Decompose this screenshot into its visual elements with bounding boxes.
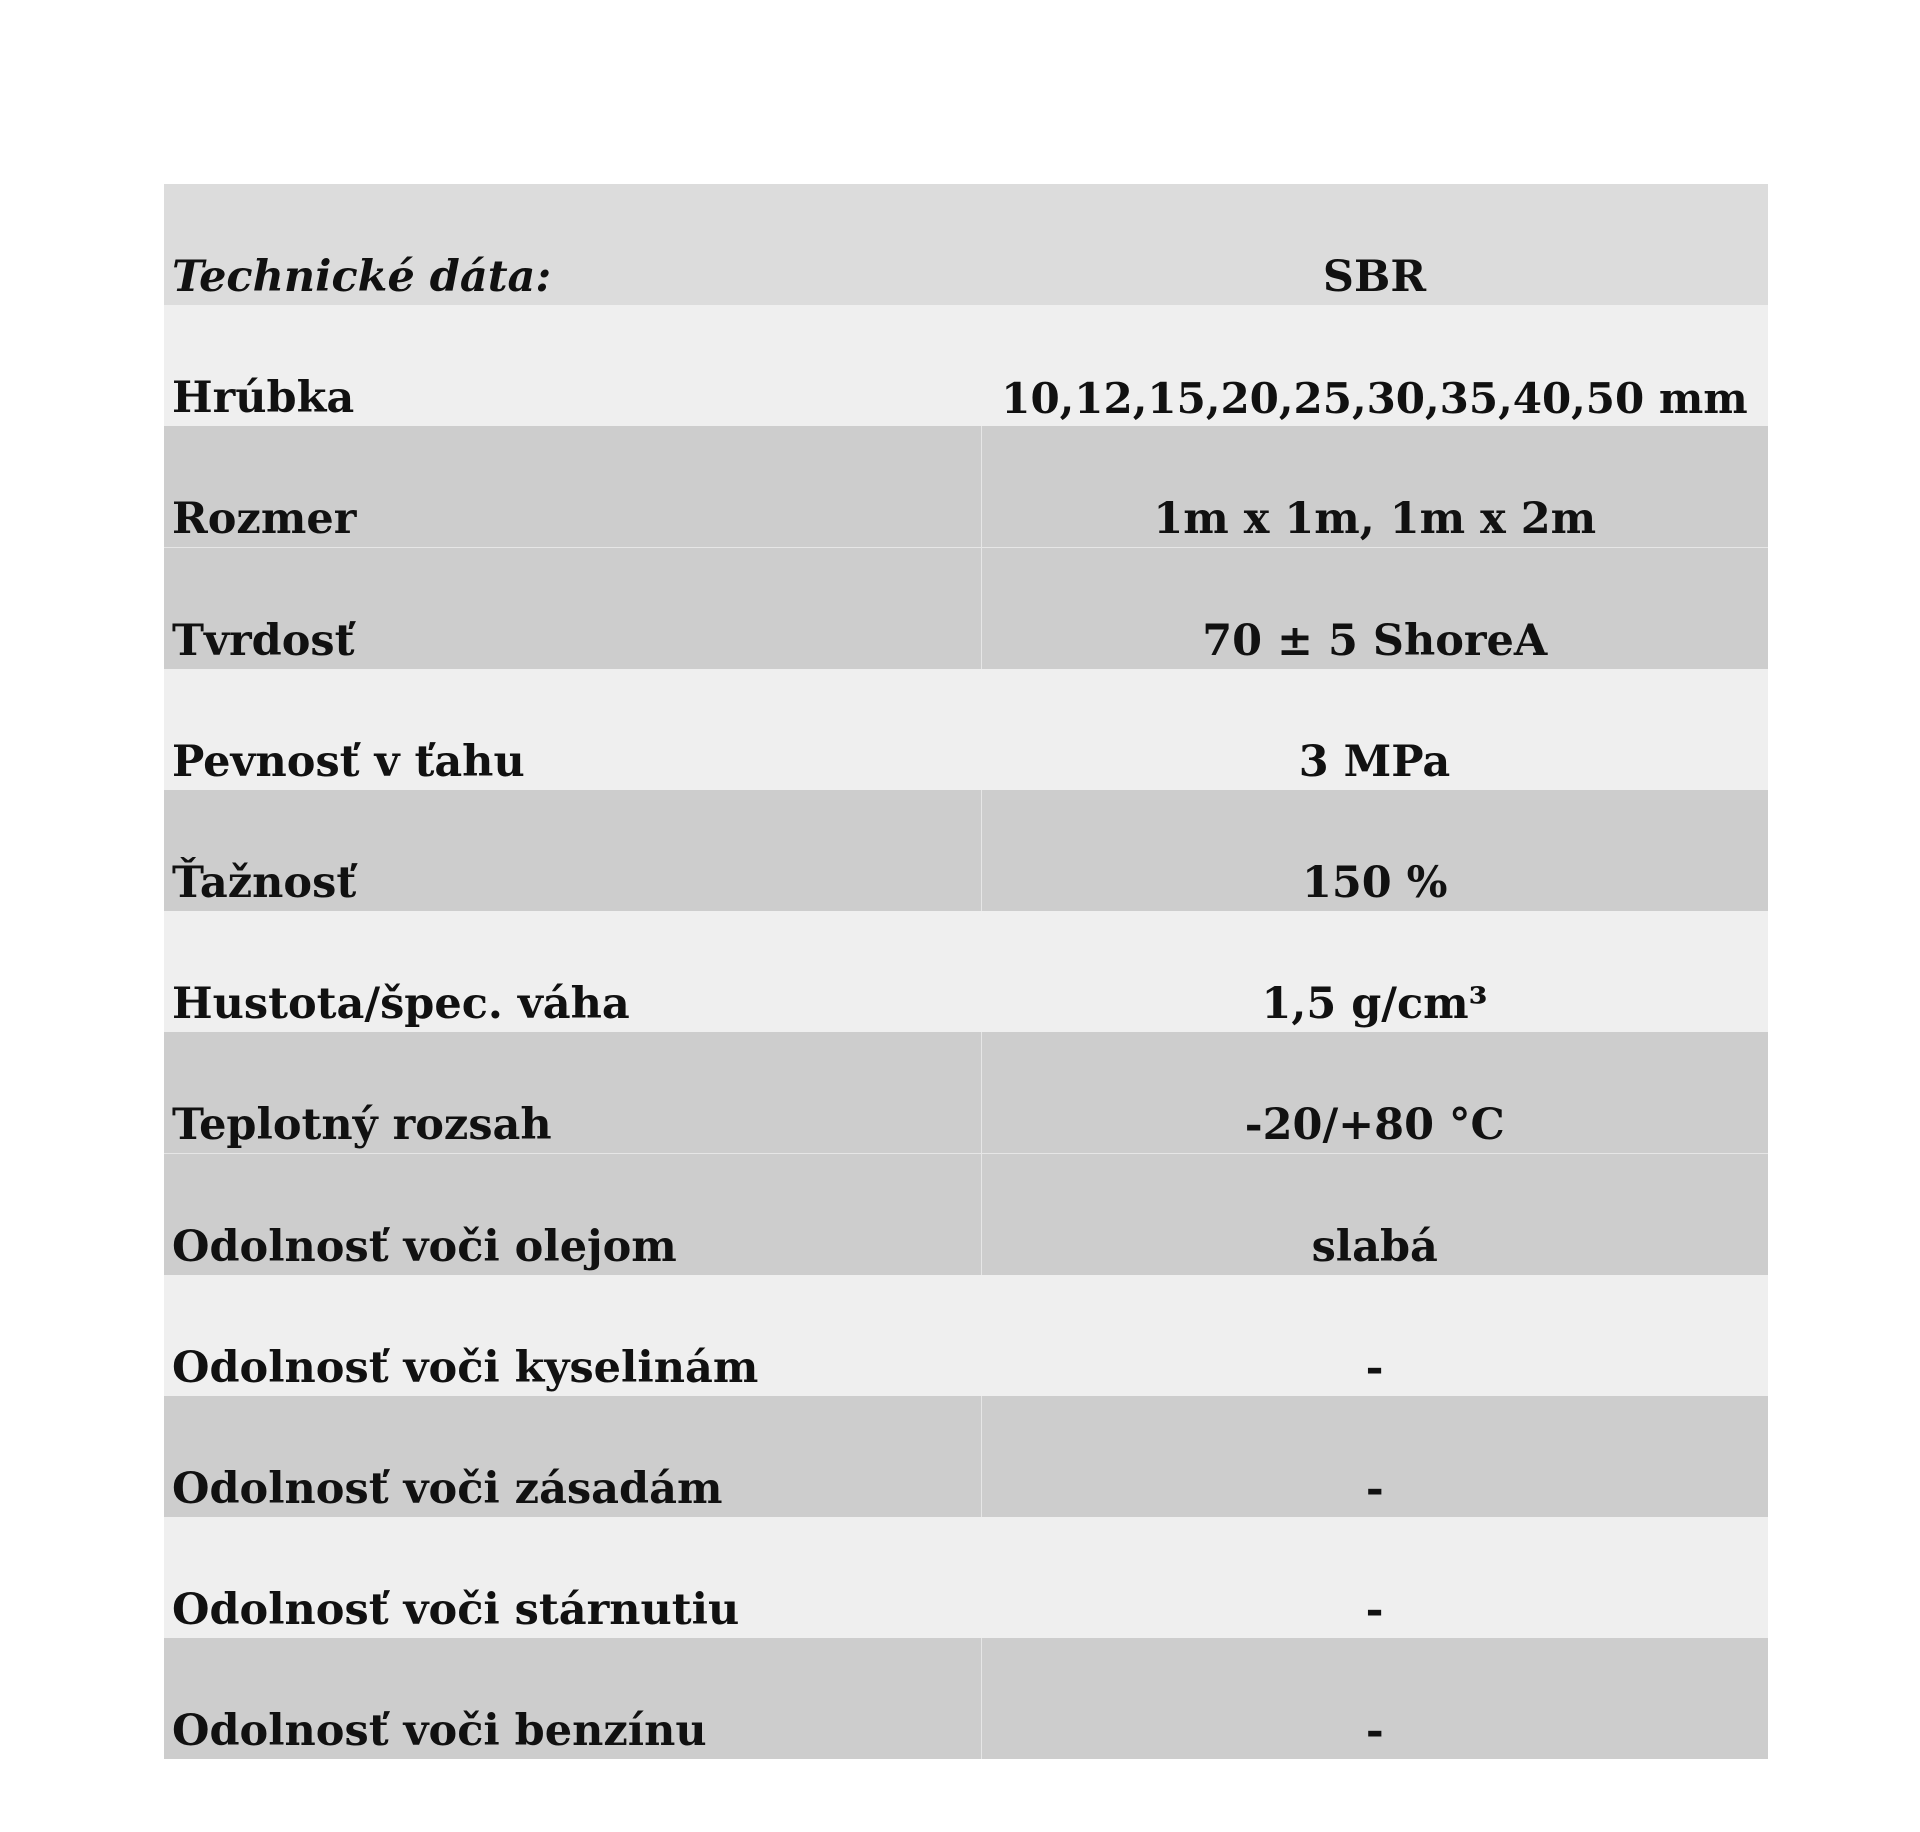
row-label: Ťažnosť xyxy=(164,790,981,911)
row-label: Hrúbka xyxy=(164,305,981,426)
table-row-temperature-range xyxy=(164,1032,1768,1154)
row-label: Hustota/špec. váha xyxy=(164,911,981,1032)
table-row-alkali-resistance xyxy=(164,1396,1768,1517)
row-label: Pevnosť v ťahu xyxy=(164,669,981,790)
row-value: 3 MPa xyxy=(981,669,1768,790)
table-row-elongation xyxy=(164,790,1768,911)
row-label: Odolnosť voči olejom xyxy=(164,1154,981,1276)
row-value: 70 ± 5 ShoreA xyxy=(981,548,1768,670)
row-label: Teplotný rozsah xyxy=(164,1032,981,1154)
table-row-hardness xyxy=(164,548,1768,670)
header-label: Technické dáta: xyxy=(164,184,981,305)
row-value: 150 % xyxy=(981,790,1768,911)
table-row-oil-resistance xyxy=(164,1154,1768,1276)
table-row-acid-resistance xyxy=(164,1275,1768,1396)
row-value: - xyxy=(981,1638,1768,1759)
row-value: - xyxy=(981,1517,1768,1638)
table-row-size xyxy=(164,426,1768,548)
table-header-row xyxy=(164,184,1768,305)
row-value: 10,12,15,20,25,30,35,40,50 mm xyxy=(981,305,1768,426)
row-value: slabá xyxy=(981,1154,1768,1276)
row-label: Odolnosť voči stárnutiu xyxy=(164,1517,981,1638)
row-value: - xyxy=(981,1396,1768,1517)
table-row-aging-resistance xyxy=(164,1517,1768,1638)
table-row-tensile-strength xyxy=(164,669,1768,790)
table-row-density xyxy=(164,911,1768,1032)
row-label: Odolnosť voči kyselinám xyxy=(164,1275,981,1396)
row-value: -20/+80 °C xyxy=(981,1032,1768,1154)
row-value: 1,5 g/cm³ xyxy=(981,911,1768,1032)
table-row-thickness xyxy=(164,305,1768,426)
row-value: 1m x 1m, 1m x 2m xyxy=(981,426,1768,548)
table-row-petrol-resistance xyxy=(164,1638,1768,1759)
row-label: Odolnosť voči zásadám xyxy=(164,1396,981,1517)
row-value: - xyxy=(981,1275,1768,1396)
row-label: Odolnosť voči benzínu xyxy=(164,1638,981,1759)
header-material: SBR xyxy=(981,184,1768,305)
technical-data-table xyxy=(164,184,1768,1759)
row-label: Rozmer xyxy=(164,426,981,548)
row-label: Tvrdosť xyxy=(164,548,981,670)
